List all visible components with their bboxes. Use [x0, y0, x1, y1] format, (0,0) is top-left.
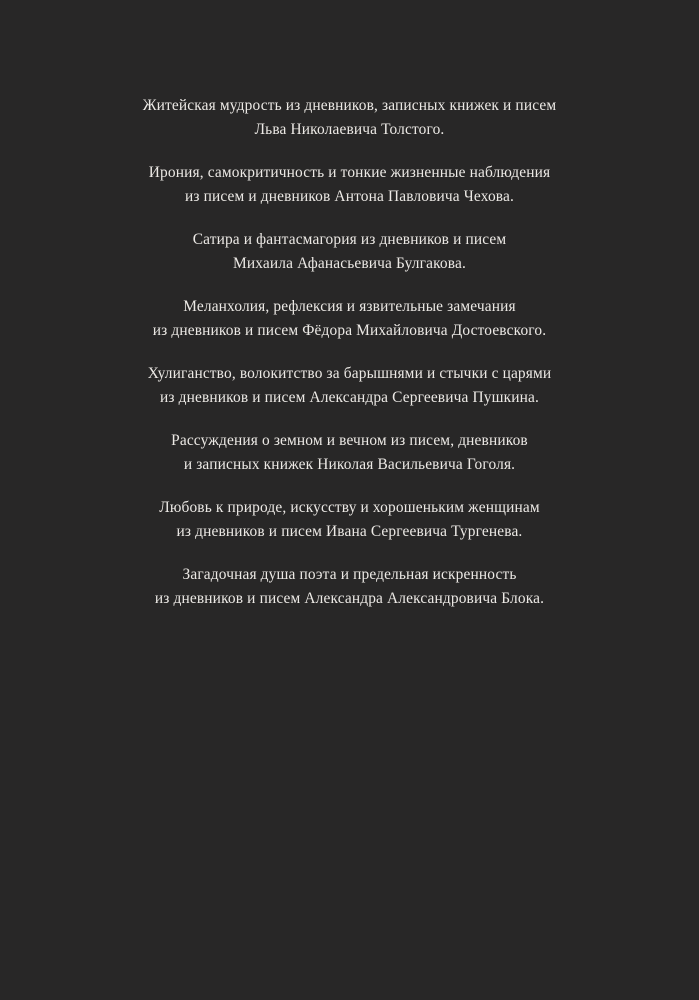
series-entry-description: Ирония, самокритичность и тонкие жизненные наблюдения [148, 164, 551, 181]
series-entry-description: Меланхолия, рефлексия и язвительные замечания [183, 298, 516, 315]
series-entry-author: из дневников и писем Ивана Сергеевича Тургенева. [176, 523, 523, 540]
series-entry-bulgakov [0, 228, 699, 276]
series-entry-author: из дневников и писем Александра Александровича Блока. [154, 590, 545, 607]
series-entry-description: Сатира и фантасмагория из дневников и писем [192, 231, 507, 248]
series-entry-author: Льва Николаевича Толстого. [254, 121, 445, 138]
series-entry-pushkin [0, 362, 699, 410]
series-entry-author: из дневников и писем Фёдора Михайловича Достоевского. [152, 322, 547, 339]
series-entry-turgenev [0, 496, 699, 544]
series-entry-chekhov [0, 161, 699, 209]
series-entry-tolstoy [0, 94, 699, 142]
series-entry-author: и записных книжек Николая Васильевича Гоголя. [183, 456, 516, 473]
series-entry-description: Житейская мудрость из дневников, записных книжек и писем [142, 97, 557, 114]
series-entry-gogol [0, 429, 699, 477]
series-entry-author: Михаила Афанасьевича Булгакова. [233, 255, 466, 272]
series-entry-author: из дневников и писем Александра Сергеевича Пушкина. [160, 389, 539, 406]
series-entry-dostoevsky [0, 295, 699, 343]
series-entry-description: Загадочная душа поэта и предельная искренность [182, 566, 517, 583]
series-entry-description: Хулиганство, волокитство за барышнями и стычки с царями [147, 365, 552, 382]
series-entry-description: Рассуждения о земном и вечном из писем, дневников [171, 432, 528, 449]
series-entry-blok [0, 563, 699, 611]
series-entry-author: из писем и дневников Антона Павловича Чехова. [184, 188, 515, 205]
book-series-list [0, 94, 699, 630]
series-entry-description: Любовь к природе, искусству и хорошеньким женщинам [159, 499, 540, 516]
